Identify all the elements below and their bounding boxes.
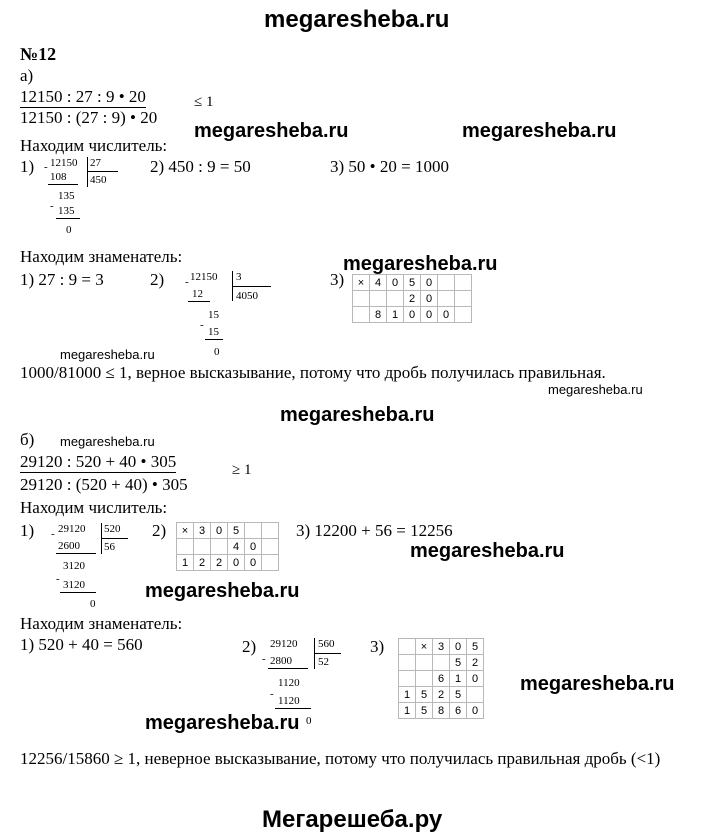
watermark-repeat: megaresheba.ru <box>145 712 300 734</box>
digit: 4 <box>370 275 387 291</box>
digit: 1 <box>399 703 416 719</box>
digit: 5 <box>450 687 467 703</box>
part-b-conclusion: 12256/15860 ≥ 1, неверное высказывание, потому что получилась правильная дробь (<1) <box>20 749 661 768</box>
part-b-den-step2-label: 2) <box>242 637 257 656</box>
digit: 0 <box>211 523 228 539</box>
part-b-num-multiplication <box>176 522 279 571</box>
quotient: 56 <box>104 541 115 553</box>
watermark-bottom: Мегарешеба.ру <box>262 806 443 833</box>
division-minus: - <box>185 276 189 288</box>
remainder: 3120 <box>63 560 85 572</box>
digit: 6 <box>450 703 467 719</box>
digit: 5 <box>467 639 484 655</box>
dividend: 29120 <box>270 638 298 650</box>
watermark-repeat: megaresheba.ru <box>462 120 617 142</box>
mult-sign: × <box>177 523 194 539</box>
subtrahend: 2800 <box>270 655 292 667</box>
watermark-repeat: megaresheba.ru <box>280 404 435 426</box>
part-a-den-step1: 1) 27 : 9 = 3 <box>20 270 104 289</box>
digit: 5 <box>404 275 421 291</box>
part-a-num-step3: 3) 50 • 20 = 1000 <box>330 157 449 176</box>
digit: 5 <box>450 655 467 671</box>
digit: 3 <box>194 523 211 539</box>
watermark-top: megaresheba.ru <box>264 6 450 33</box>
digit: 0 <box>467 703 484 719</box>
dividend: 12150 <box>50 157 78 169</box>
digit: 2 <box>211 555 228 571</box>
watermark-repeat: megaresheba.ru <box>60 434 155 449</box>
watermark-repeat: megaresheba.ru <box>410 540 565 562</box>
quotient: 52 <box>318 656 329 668</box>
digit: 0 <box>450 639 467 655</box>
part-b-den-step1: 1) 520 + 40 = 560 <box>20 635 143 654</box>
digit: 2 <box>194 555 211 571</box>
digit: 0 <box>245 555 262 571</box>
part-a-expr-bottom: 12150 : (27 : 9) • 20 <box>20 108 158 127</box>
digit <box>438 275 455 291</box>
watermark-repeat: megaresheba.ru <box>194 120 349 142</box>
watermark-repeat: megaresheba.ru <box>520 673 675 695</box>
watermark-repeat: megaresheba.ru <box>343 253 498 275</box>
digit: 0 <box>245 539 262 555</box>
part-a-den-step3-label: 3) <box>330 270 345 289</box>
digit: 0 <box>421 307 438 323</box>
watermark-repeat: megaresheba.ru <box>60 347 155 362</box>
divisor: 27 <box>90 157 101 169</box>
remainder-final: 0 <box>214 346 220 358</box>
part-a-num-step2: 2) 450 : 9 = 50 <box>150 157 251 176</box>
dividend: 12150 <box>190 271 218 283</box>
remainder: 15 <box>208 309 219 321</box>
part-b-label: б) <box>20 430 35 449</box>
digit: 4 <box>228 539 245 555</box>
part-b-expr-top: 29120 : 520 + 40 • 305 <box>20 452 177 471</box>
digit: 0 <box>421 291 438 307</box>
division-minus: - <box>56 573 60 585</box>
quotient: 4050 <box>236 290 258 302</box>
digit: 0 <box>421 275 438 291</box>
digit: 1 <box>399 687 416 703</box>
watermark-repeat: megaresheba.ru <box>145 580 300 602</box>
digit <box>211 539 228 555</box>
part-b-expr-bottom: 29120 : (520 + 40) • 305 <box>20 475 188 494</box>
subtrahend: 108 <box>50 171 67 183</box>
digit: 5 <box>416 703 433 719</box>
digit: 0 <box>228 555 245 571</box>
divisor: 520 <box>104 523 121 535</box>
divisor: 3 <box>236 271 242 283</box>
digit <box>387 291 404 307</box>
digit <box>245 523 262 539</box>
digit: 5 <box>416 687 433 703</box>
part-b-den-multiplication <box>398 638 484 719</box>
digit: 5 <box>228 523 245 539</box>
part-a-den-step2-label: 2) <box>150 270 165 289</box>
task-number: №12 <box>20 44 57 64</box>
division-minus: - <box>50 200 54 212</box>
subtrahend: 12 <box>192 288 203 300</box>
subtrahend: 3120 <box>63 579 85 591</box>
digit <box>262 539 279 555</box>
part-b-num-step1-label: 1) <box>20 521 35 540</box>
digit <box>194 539 211 555</box>
dividend: 29120 <box>58 523 86 535</box>
part-a-num-step1-label: 1) <box>20 157 35 176</box>
digit <box>370 291 387 307</box>
division-minus: - <box>262 653 266 665</box>
part-b-compare: ≥ 1 <box>232 462 252 478</box>
part-b-numerator-title: Находим числитель: <box>20 498 168 517</box>
remainder-final: 0 <box>66 224 72 236</box>
digit <box>262 555 279 571</box>
digit: 3 <box>433 639 450 655</box>
part-b-denominator-title: Находим знаменатель: <box>20 614 183 633</box>
division-minus: - <box>200 319 204 331</box>
subtrahend: 135 <box>58 205 75 217</box>
digit: 0 <box>438 307 455 323</box>
part-a-label: а) <box>20 66 34 85</box>
part-b-num-step3: 3) 12200 + 56 = 12256 <box>296 521 453 540</box>
subtrahend: 1120 <box>278 695 300 707</box>
digit <box>262 523 279 539</box>
part-b-den-step3-label: 3) <box>370 637 385 656</box>
digit: 0 <box>467 671 484 687</box>
remainder: 135 <box>58 190 75 202</box>
digit: 8 <box>433 703 450 719</box>
watermark-repeat: megaresheba.ru <box>548 382 643 397</box>
digit: 1 <box>177 555 194 571</box>
part-a-denominator-title: Находим знаменатель: <box>20 247 183 266</box>
remainder: 1120 <box>278 677 300 689</box>
divisor: 560 <box>318 638 335 650</box>
digit: 1 <box>387 307 404 323</box>
subtrahend: 2600 <box>58 540 80 552</box>
part-a-numerator-title: Находим числитель: <box>20 136 168 155</box>
digit: 0 <box>387 275 404 291</box>
division-minus: - <box>44 161 48 173</box>
digit: 0 <box>404 307 421 323</box>
subtrahend: 15 <box>208 326 219 338</box>
digit: 2 <box>433 687 450 703</box>
division-minus: - <box>51 528 55 540</box>
quotient: 450 <box>90 174 107 186</box>
digit: 8 <box>370 307 387 323</box>
mult-sign: × <box>416 639 433 655</box>
part-b-num-step2-label: 2) <box>152 521 167 540</box>
part-a-conclusion: 1000/81000 ≤ 1, верное высказывание, потому что дробь получилась правильная. <box>20 363 606 382</box>
digit: 2 <box>467 655 484 671</box>
digit: 6 <box>433 671 450 687</box>
mult-sign: × <box>353 275 370 291</box>
digit: 2 <box>404 291 421 307</box>
digit <box>438 291 455 307</box>
remainder-final: 0 <box>90 598 96 610</box>
digit: 1 <box>450 671 467 687</box>
part-a-den-multiplication <box>352 274 472 323</box>
division-minus: - <box>270 688 274 700</box>
part-a-compare: ≤ 1 <box>194 94 214 110</box>
part-a-expr-top: 12150 : 27 : 9 • 20 <box>20 87 146 106</box>
remainder-final: 0 <box>306 715 312 727</box>
